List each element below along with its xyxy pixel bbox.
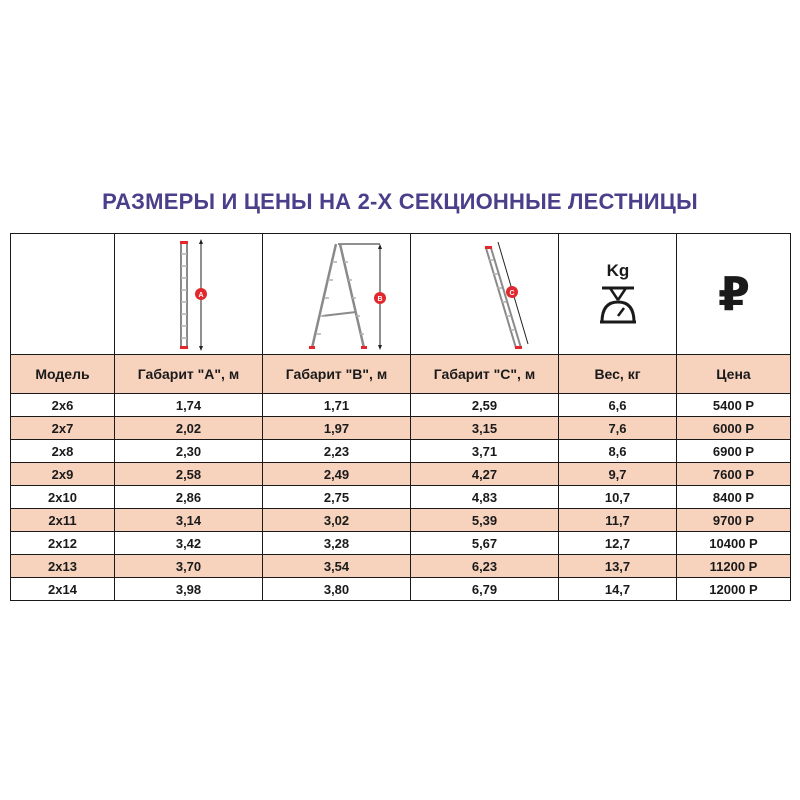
dimension-c-cell [411,234,559,355]
ladder-a-icon [149,236,229,352]
table-row [11,440,791,463]
icon-row [11,234,791,355]
dim-c-cell: 4,27 [411,463,559,486]
marker-a-label: A [197,292,204,299]
model-cell: 2x10 [11,486,115,509]
weight-value-cell: 13,7 [559,555,677,578]
page-title: РАЗМЕРЫ И ЦЕНЫ НА 2-Х СЕКЦИОННЫЕ ЛЕСТНИЦЫ [102,189,698,214]
weight-value-cell: 14,7 [559,578,677,601]
weight-value-cell: 11,7 [559,509,677,532]
dim-b-cell: 3,02 [263,509,411,532]
model-cell: 2x6 [11,394,115,417]
col-header-model: Модель [11,355,115,394]
price-value-cell: 11200 Р [677,555,791,578]
dim-b-cell: 2,75 [263,486,411,509]
price-value-cell: 8400 Р [677,486,791,509]
dim-c-cell: 6,79 [411,578,559,601]
price-value-cell: 9700 Р [677,509,791,532]
dim-b-cell: 3,28 [263,532,411,555]
price-cell [677,234,791,355]
weight-value-cell: 8,6 [559,440,677,463]
price-value-cell: 7600 Р [677,463,791,486]
table-row [11,555,791,578]
ruble-symbol: ₽ [717,267,750,321]
price-value-cell: 6000 Р [677,417,791,440]
weight-value-cell: 9,7 [559,463,677,486]
table-row [11,463,791,486]
dimension-a-cell [115,234,263,355]
price-value-cell: 10400 Р [677,532,791,555]
dim-c-cell: 3,71 [411,440,559,463]
weight-cell [559,234,677,355]
col-header-price: Цена [677,355,791,394]
table-row [11,509,791,532]
weight-value-cell: 12,7 [559,532,677,555]
empty-corner-cell [11,234,115,355]
dim-a-cell: 2,58 [115,463,263,486]
dim-b-cell: 1,71 [263,394,411,417]
price-value-cell: 5400 Р [677,394,791,417]
table-row [11,578,791,601]
dim-a-cell: 3,14 [115,509,263,532]
specs-table [10,233,791,601]
col-header-weight: Вес, кг [559,355,677,394]
dim-a-cell: 3,42 [115,532,263,555]
table-row [11,532,791,555]
scale-icon [588,254,648,334]
weight-value-cell: 10,7 [559,486,677,509]
header-row [11,355,791,394]
model-cell: 2x11 [11,509,115,532]
ladder-c-icon [430,236,540,352]
ruble-icon [709,264,759,324]
weight-unit-label: Kg [606,261,629,280]
model-cell: 2x9 [11,463,115,486]
col-header-dim-a: Габарит "A", м [115,355,263,394]
dim-c-cell: 5,67 [411,532,559,555]
dim-b-cell: 1,97 [263,417,411,440]
dim-c-cell: 3,15 [411,417,559,440]
dim-a-cell: 3,98 [115,578,263,601]
table-row [11,486,791,509]
dim-c-cell: 2,59 [411,394,559,417]
weight-value-cell: 7,6 [559,417,677,440]
dim-b-cell: 2,23 [263,440,411,463]
col-header-dim-b: Габарит "B", м [263,355,411,394]
dim-b-cell: 3,80 [263,578,411,601]
marker-b-label: B [376,296,383,303]
dim-a-cell: 1,74 [115,394,263,417]
dim-c-cell: 6,23 [411,555,559,578]
dim-a-cell: 2,02 [115,417,263,440]
model-cell: 2x7 [11,417,115,440]
table-row [11,417,791,440]
dim-a-cell: 2,86 [115,486,263,509]
dim-a-cell: 2,30 [115,440,263,463]
dim-c-cell: 4,83 [411,486,559,509]
dim-c-cell: 5,39 [411,509,559,532]
model-cell: 2x13 [11,555,115,578]
weight-value-cell: 6,6 [559,394,677,417]
ladder-b-icon [282,236,392,352]
col-header-dim-c: Габарит "C", м [411,355,559,394]
marker-c-label: C [508,290,515,297]
table-row [11,394,791,417]
model-cell: 2x8 [11,440,115,463]
dim-a-cell: 3,70 [115,555,263,578]
price-value-cell: 6900 Р [677,440,791,463]
price-value-cell: 12000 Р [677,578,791,601]
table-body [11,394,791,601]
dim-b-cell: 3,54 [263,555,411,578]
dim-b-cell: 2,49 [263,463,411,486]
model-cell: 2x12 [11,532,115,555]
model-cell: 2x14 [11,578,115,601]
dimension-b-cell [263,234,411,355]
